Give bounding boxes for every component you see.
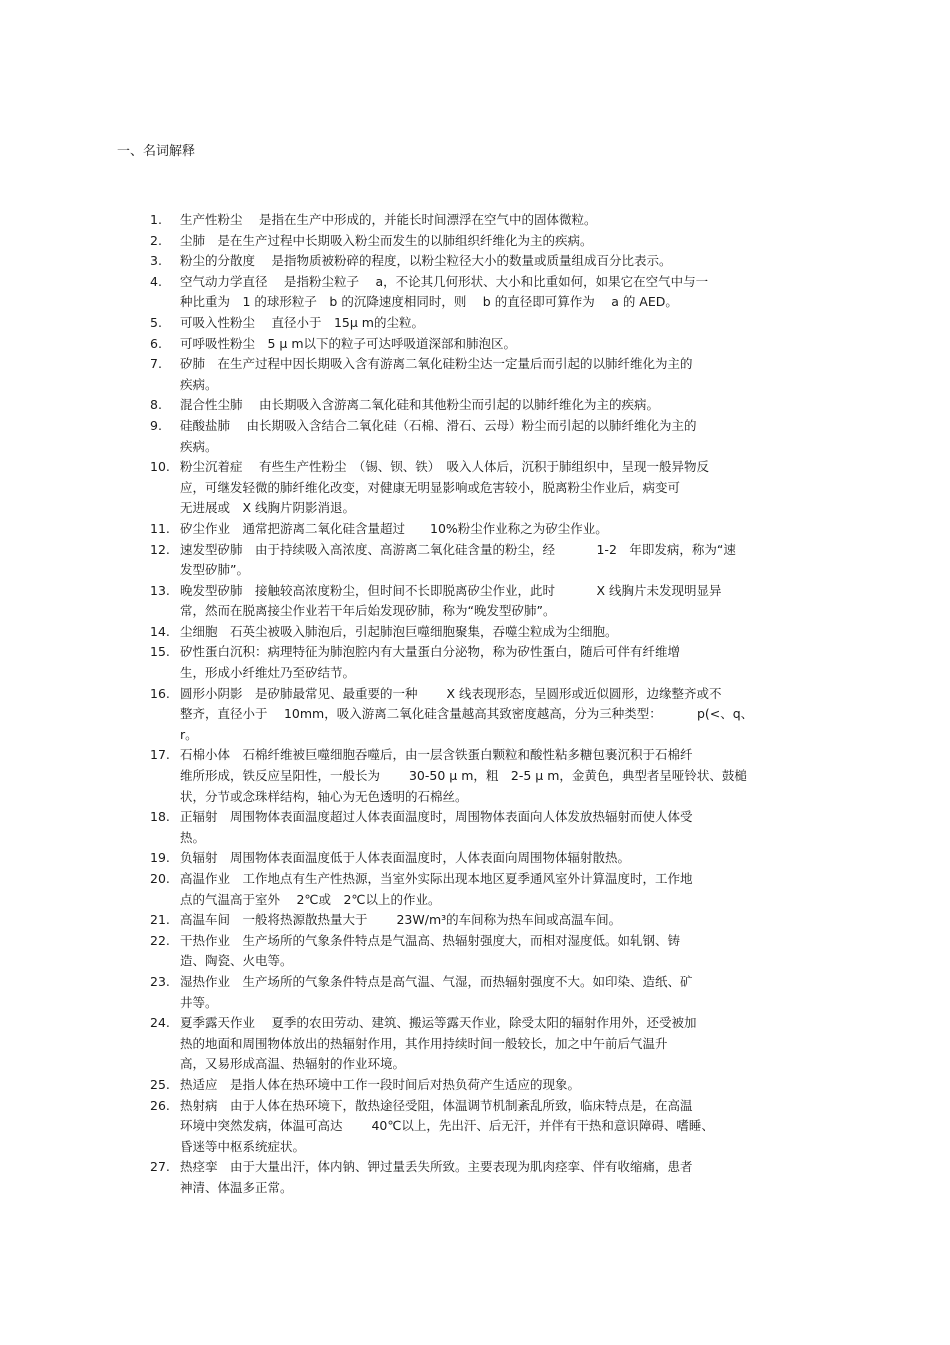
item-text-line: 生产性粉尘 是指在生产中形成的，并能长时间漂浮在空气中的固体微粒。 (180, 212, 597, 227)
item-text-line: 湿热作业 生产场所的气象条件特点是高气温、气湿，而热辐射强度不大。如印染、造纸、矿 (180, 973, 693, 989)
item-number: 23. (150, 973, 170, 989)
item-text-line: 昏迷等中枢系统症状。 (180, 1138, 306, 1154)
item-number: 22. (150, 932, 170, 948)
list-item (150, 1157, 830, 1198)
item-number: 25. (150, 1076, 170, 1092)
item-text-line: 种比重为 1 的球形粒子 b 的沉降速度相同时，则 b 的直径即可算作为 a 的 AED。 (180, 294, 678, 310)
item-number: 12. (150, 541, 170, 557)
item-number: 9. (150, 417, 162, 433)
item-text-line: 干热作业 生产场所的气象条件特点是气温高、热辐射强度大，而相对湿度低。如轧钢、铸 (180, 932, 681, 948)
item-text-line: 状，分节或念珠样结构，轴心为无色透明的石棉丝。 (180, 788, 468, 804)
list-item (150, 622, 830, 643)
item-text-line: 疾病。 (180, 438, 218, 454)
item-text-line: 硅酸盐肺 由长期吸入含结合二氧化硅（石棉、滑石、云母）粉尘而引起的以肺纤维化为主的 (180, 417, 697, 433)
item-text-line: 疾病。 (180, 376, 218, 392)
item-text-line: 圆形小阴影 是矽肺最常见、最重要的一种 X 线表现形态，呈圆形或近似圆形，边缘整齐或不 (180, 685, 722, 701)
item-number: 16. (150, 685, 170, 701)
item-text-line: 夏季露天作业 夏季的农田劳动、建筑、搬运等露天作业，除受太阳的辐射作用外，还受被加 (180, 1015, 697, 1031)
list-item (150, 1096, 830, 1158)
list-item (150, 1013, 830, 1075)
item-text-line: 矽肺 在生产过程中因长期吸入含有游离二氧化硅粉尘达一定量后而引起的以肺纤维化为主的 (180, 356, 693, 372)
item-text-line: 环境中突然发病，体温可高达 40℃以上，先出汗、后无汗，并伴有干热和意识障碍、嗜睡、 (180, 1118, 714, 1134)
list-item (150, 540, 830, 581)
list-item (150, 581, 830, 622)
list-item (150, 869, 830, 910)
item-number: 7. (150, 356, 162, 372)
item-text-line: 尘肺 是在生产过程中长期吸入粉尘而发生的以肺组织纤维化为主的疾病。 (180, 232, 593, 248)
item-number: 27. (150, 1159, 170, 1175)
list-item (150, 684, 830, 746)
item-text-line: 可呼吸性粉尘 5 μ m以下的粒子可达呼吸道深部和肺泡区。 (180, 335, 517, 351)
item-number: 4. (150, 273, 162, 289)
list-item (150, 313, 830, 334)
item-number: 11. (150, 520, 170, 536)
list-item (150, 642, 830, 683)
list-item (150, 931, 830, 972)
item-number: 21. (150, 912, 170, 928)
item-text-line: 矽性蛋白沉积：病理特征为肺泡腔内有大量蛋白分泌物，称为矽性蛋白，随后可伴有纤维增 (180, 644, 681, 660)
item-number: 8. (150, 397, 162, 413)
item-text-line: 维所形成，铁反应呈阳性，一般长为 30-50 μ m，粗 2-5 μ m，金黄色，典型者呈哑铃状、鼓槌 (180, 768, 747, 784)
item-text-line: 井等。 (180, 994, 218, 1010)
item-text-line: 生，形成小纤维灶乃至矽结节。 (180, 665, 356, 681)
item-text-line: 造、陶瓷、火电等。 (180, 953, 293, 969)
list-item (150, 354, 830, 395)
item-text-line: 可吸入性粉尘 直径小于 15μ m的尘粒。 (180, 314, 424, 330)
item-number: 2. (150, 232, 162, 248)
item-text-line: 石棉小体 石棉纤维被巨噬细胞吞噬后，由一层含铁蛋白颗粒和酸性粘多糖包裹沉积于石棉纤 (180, 747, 693, 763)
list-item (150, 251, 830, 272)
item-text-line: 粉尘沉着症 有些生产性粉尘 （锡、钡、铁） 吸入人体后，沉积于肺组织中，呈现一般异物反 (180, 459, 709, 475)
item-number: 26. (150, 1097, 170, 1113)
item-text-line: 负辐射 周围物体表面温度低于人体表面温度时，人体表面向周围物体辐射散热。 (180, 850, 631, 866)
item-text-line: 晚发型矽肺 接触较高浓度粉尘，但时间不长即脱离矽尘作业，此时 X 线胸片未发现明显异 (180, 582, 722, 598)
list-item (150, 210, 830, 231)
list-item (150, 334, 830, 355)
item-text-line: 无进展或 X 线胸片阴影消退。 (180, 500, 356, 516)
item-number: 6. (150, 335, 162, 351)
item-text-line: r。 (180, 726, 198, 742)
item-text-line: 粉尘的分散度 是指物质被粉碎的程度，以粉尘粒径大小的数量或质量组成百分比表示。 (180, 253, 672, 269)
item-text-line: 发型矽肺”。 (180, 562, 249, 578)
section-title: 一、名词解释 (117, 144, 196, 159)
item-number: 15. (150, 644, 170, 660)
list-item (150, 395, 830, 416)
list-item (150, 745, 830, 807)
item-number: 19. (150, 850, 170, 866)
item-number: 5. (150, 314, 162, 330)
item-text-line: 点的气温高于室外 2℃或 2℃以上的作业。 (180, 891, 441, 907)
list-item (150, 807, 830, 848)
item-text-line: 正辐射 周围物体表面温度超过人体表面温度时，周围物体表面向人体发放热辐射而使人体受 (180, 809, 693, 825)
item-text-line: 速发型矽肺 由于持续吸入高浓度、高游离二氧化硅含量的粉尘，经 1-2 年即发病，称为“速 (180, 541, 736, 557)
item-number: 17. (150, 747, 170, 763)
item-number: 10. (150, 459, 170, 475)
item-text-line: 矽尘作业 通常把游离二氧化硅含量超过 10%粉尘作业称之为矽尘作业。 (180, 520, 608, 536)
item-number: 1. (150, 212, 162, 227)
item-text-line: 尘细胞 石英尘被吸入肺泡后，引起肺泡巨噬细胞聚集，吞噬尘粒成为尘细胞。 (180, 623, 618, 639)
item-number: 13. (150, 582, 170, 598)
item-text-line: 高，又易形成高温、热辐射的作业环境。 (180, 1056, 406, 1072)
item-number: 18. (150, 809, 170, 825)
list-item (150, 848, 830, 869)
item-text-line: 空气动力学直径 是指粉尘粒子 a，不论其几何形状、大小和比重如何，如果它在空气中与一 (180, 273, 709, 289)
list-item (150, 231, 830, 252)
item-text-line: 热射病 由于人体在热环境下，散热途径受阻，体温调节机制紊乱所致，临床特点是，在高温 (180, 1097, 693, 1113)
item-text-line: 整齐，直径小于 10mm，吸入游离二氧化硅含量越高其致密度越高，分为三种类型： p(<、q、 (180, 706, 754, 722)
item-text-line: 热。 (180, 829, 206, 845)
item-text-line: 常，然而在脱离接尘作业若干年后始发现矽肺，称为“晚发型矽肺”。 (180, 603, 556, 619)
item-text-line: 热的地面和周围物体放出的热辐射作用，其作用持续时间一般较长，加之中午前后气温升 (180, 1035, 668, 1051)
item-text-line: 应，可继发轻微的肺纤维化改变，对健康无明显影响或危害较小，脱离粉尘作业后，病变可 (180, 479, 681, 495)
item-number: 20. (150, 871, 170, 886)
item-text-line: 高温作业 工作地点有生产性热源，当室外实际出现本地区夏季通风室外计算温度时，工作地 (180, 871, 693, 886)
list-item (150, 272, 830, 313)
term-list (150, 210, 830, 1199)
list-item (150, 910, 830, 931)
list-item (150, 972, 830, 1013)
list-item (150, 416, 830, 457)
item-text-line: 高温车间 一般将热源散热量大于 23W/m³的车间称为热车间或高温车间。 (180, 912, 622, 928)
list-item (150, 519, 830, 540)
item-number: 3. (150, 253, 162, 269)
item-text-line: 热适应 是指人体在热环境中工作一段时间后对热负荷产生适应的现象。 (180, 1076, 581, 1092)
list-item (150, 457, 830, 519)
item-number: 24. (150, 1015, 170, 1031)
item-text-line: 神清、体温多正常。 (180, 1179, 293, 1195)
list-item (150, 1075, 830, 1096)
item-text-line: 热痉挛 由于大量出汗，体内钠、钾过量丢失所致。主要表现为肌肉痉挛、伴有收缩痛，患者 (180, 1159, 693, 1175)
item-number: 14. (150, 623, 170, 639)
item-text-line: 混合性尘肺 由长期吸入含游离二氧化硅和其他粉尘而引起的以肺纤维化为主的疾病。 (180, 397, 659, 413)
